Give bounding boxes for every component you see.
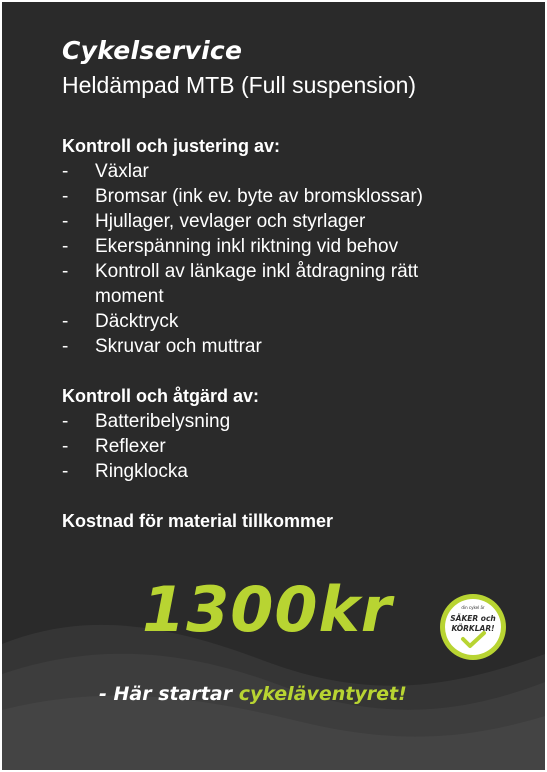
tagline-prefix: - Här startar	[99, 683, 239, 705]
list-bullet: -	[62, 211, 69, 232]
list-bullet: -	[62, 236, 69, 257]
list-bullet: -	[62, 436, 69, 457]
list-item: - Reflexer	[62, 436, 166, 457]
list-item: - Kontroll av länkage inkl åtdragning rätt moment	[62, 261, 419, 307]
cost-note: Kostnad för material tillkommer	[62, 511, 334, 531]
list-item: - Ekerspänning inkl riktning vid behov	[62, 236, 399, 257]
tagline-accent: cykeläventyret!	[238, 683, 407, 705]
page-subtitle: Heldämpad MTB (Full suspension)	[62, 72, 417, 98]
tagline	[99, 680, 407, 708]
list-bullet: -	[62, 186, 69, 207]
adjust-list	[62, 159, 525, 359]
list-item: - Skruvar och muttrar	[62, 336, 262, 357]
list-item: - Batteribelysning	[62, 411, 231, 432]
list-bullet: -	[62, 261, 69, 282]
list-bullet: -	[62, 161, 69, 182]
badge-top-text: SÄKER och	[450, 614, 496, 623]
main-content	[62, 36, 525, 534]
list-item-continuation: moment	[95, 286, 164, 307]
list-bullet: -	[62, 411, 69, 432]
list-item: - Däcktryck	[62, 311, 179, 332]
section-heading-action: Kontroll och åtgärd av:	[62, 386, 260, 406]
list-bullet: -	[62, 461, 69, 482]
badge-bottom-text: KÖRKLAR!	[451, 624, 495, 633]
list-item: - Bromsar (ink ev. byte av bromsklossar)	[62, 186, 424, 207]
page-title: Cykelservice	[62, 36, 243, 65]
poster	[2, 2, 545, 770]
list-item: - Växlar	[62, 161, 149, 182]
list-bullet: -	[62, 336, 69, 357]
badge-small-text: din cykel är	[461, 605, 485, 610]
list-item: - Hjullager, vevlager och styrlager	[62, 211, 366, 232]
price: 1300kr	[142, 573, 393, 646]
section-heading-adjust: Kontroll och justering av:	[62, 136, 281, 156]
list-item: - Ringklocka	[62, 461, 188, 482]
safe-badge-icon	[439, 593, 507, 661]
list-bullet: -	[62, 311, 69, 332]
action-list	[62, 409, 525, 484]
